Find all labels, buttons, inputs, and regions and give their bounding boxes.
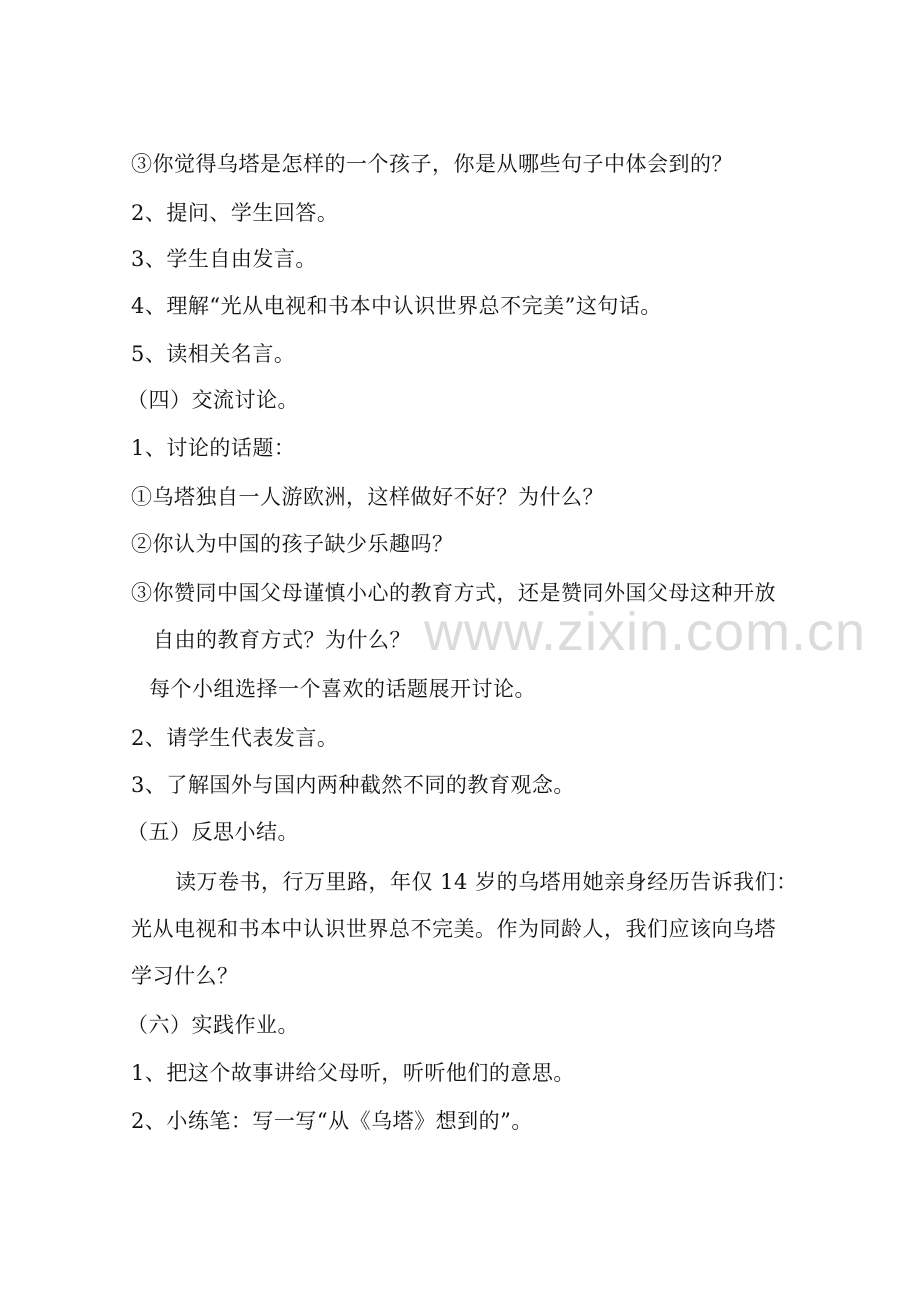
section-5-heading: （五）反思小结。 [127, 820, 299, 844]
summary-paragraph-line-2: 光从电视和书本中认识世界总不完美。作为同龄人，我们应该向乌塔 [131, 917, 776, 941]
topic-3-line: ③你赞同中国父母谨慎小心的教育方式，还是赞同外国父母这种开放 [131, 581, 776, 605]
homework-1-line: 1、把这个故事讲给父母听，听听他们的意思。 [131, 1061, 575, 1085]
watermark: www.zixin.com.cn [424, 602, 867, 662]
topic-1-line: ①乌塔独自一人游欧洲，这样做好不好？为什么？ [131, 485, 604, 509]
step-2-speak-line: 2、请学生代表发言。 [131, 726, 339, 750]
step-4-line: 4、理解“光从电视和书本中认识世界总不完美”这句话。 [131, 294, 662, 318]
question-3-line: ③你觉得乌塔是怎样的一个孩子，你是从哪些句子中体会到的？ [131, 152, 733, 176]
topic-3-continuation: 自由的教育方式？为什么？ [153, 628, 411, 652]
step-3-line: 3、学生自由发言。 [131, 247, 317, 271]
summary-paragraph-line-1: 读万卷书，行万里路，年仅 14 岁的乌塔用她亲身经历告诉我们： [175, 870, 798, 894]
step-3-understand-line: 3、了解国外与国内两种截然不同的教育观念。 [131, 773, 575, 797]
discussion-topics-label: 1、讨论的话题： [131, 436, 296, 460]
topic-2-line: ②你认为中国的孩子缺少乐趣吗？ [131, 532, 454, 556]
group-discussion-line: 每个小组选择一个喜欢的话题展开讨论。 [149, 677, 536, 701]
step-2-line: 2、提问、学生回答。 [131, 201, 339, 225]
homework-2-line: 2、小练笔：写一写“从《乌塔》想到的”。 [131, 1109, 533, 1133]
section-6-heading: （六）实践作业。 [127, 1013, 299, 1037]
step-5-line: 5、读相关名言。 [131, 342, 296, 366]
section-4-heading: （四）交流讨论。 [127, 388, 299, 412]
summary-paragraph-line-3: 学习什么？ [131, 964, 239, 988]
